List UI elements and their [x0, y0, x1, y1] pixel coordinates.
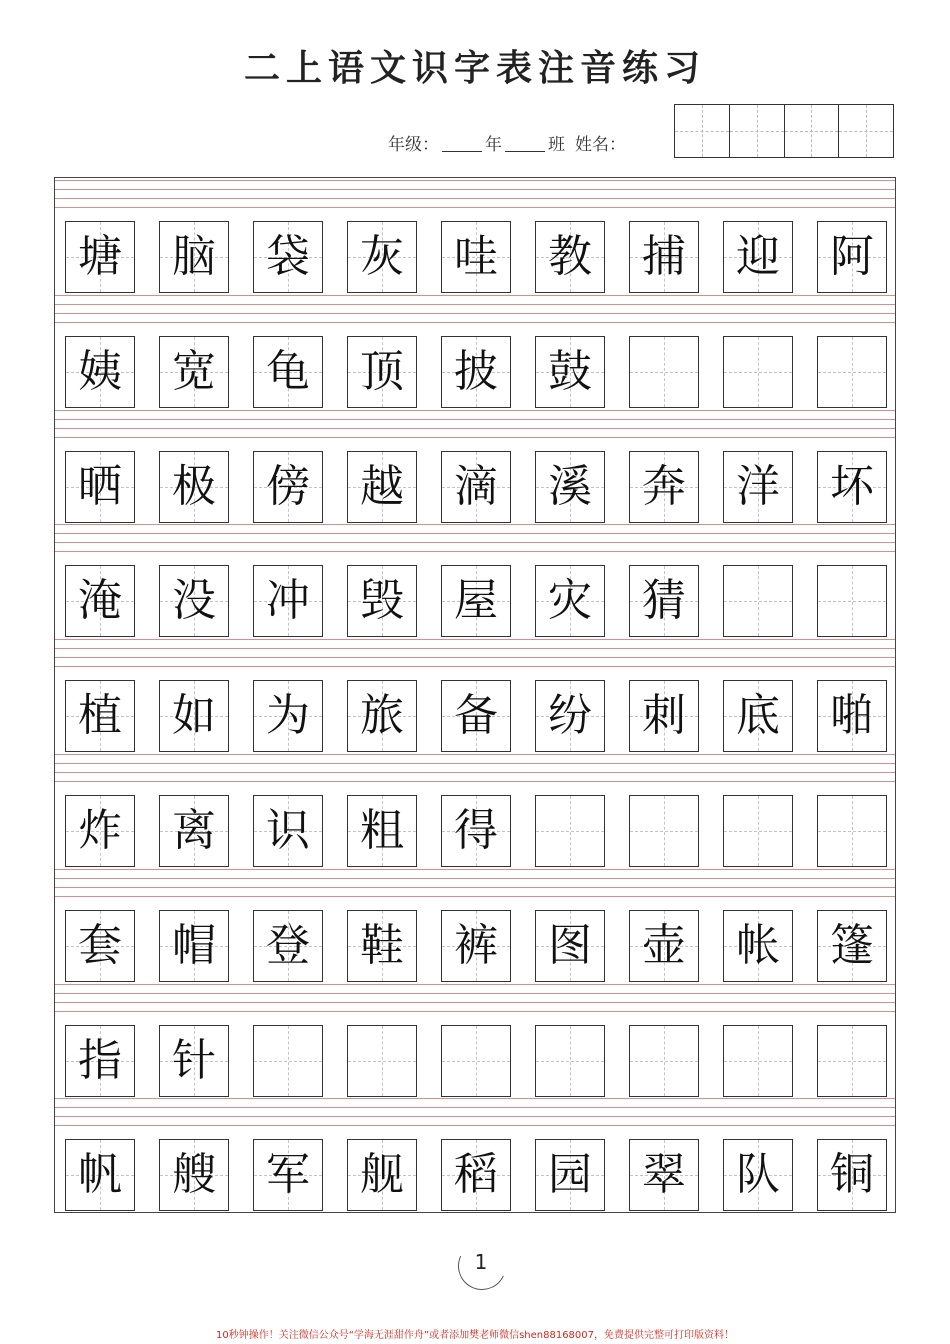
pinyin-lines[interactable]: [55, 410, 895, 450]
char-cell[interactable]: [253, 451, 323, 523]
hanzi: 鞋: [360, 919, 404, 971]
char-cell[interactable]: [441, 1139, 511, 1211]
char-cell[interactable]: [441, 565, 511, 637]
empty-cell[interactable]: [723, 1025, 793, 1097]
char-cell[interactable]: [159, 451, 229, 523]
char-cell[interactable]: [629, 565, 699, 637]
hanzi: 塘: [78, 231, 122, 282]
char-cell[interactable]: [159, 680, 229, 752]
char-cell[interactable]: [629, 451, 699, 523]
char-cell[interactable]: [253, 910, 323, 982]
char-cell[interactable]: [65, 336, 135, 408]
pinyin-lines[interactable]: [55, 524, 895, 564]
hanzi: 裤: [454, 919, 498, 971]
char-cell[interactable]: [65, 565, 135, 637]
hanzi: 园: [548, 1149, 592, 1201]
empty-cell[interactable]: [723, 336, 793, 408]
hanzi: 壶: [642, 919, 686, 971]
hanzi: 帽: [172, 919, 216, 971]
student-info: [388, 130, 626, 154]
empty-cell[interactable]: [817, 565, 887, 637]
char-cell[interactable]: [347, 680, 417, 752]
char-cell[interactable]: [723, 910, 793, 982]
char-cell[interactable]: [441, 795, 511, 867]
pinyin-lines[interactable]: [55, 869, 895, 909]
char-cell[interactable]: [817, 451, 887, 523]
char-cell[interactable]: [65, 795, 135, 867]
pinyin-lines[interactable]: [55, 984, 895, 1024]
char-cell[interactable]: [347, 221, 417, 293]
char-cell[interactable]: [159, 910, 229, 982]
name-box[interactable]: [730, 105, 785, 157]
hanzi: 指: [78, 1034, 122, 1086]
char-cell[interactable]: [817, 680, 887, 752]
char-cell[interactable]: [253, 565, 323, 637]
hanzi: 啪: [830, 690, 874, 742]
pinyin-lines[interactable]: [55, 180, 895, 220]
char-row: [65, 565, 887, 637]
char-row: [65, 680, 887, 752]
char-cell[interactable]: [723, 451, 793, 523]
char-cell[interactable]: [159, 1139, 229, 1211]
hanzi: 捕: [642, 231, 686, 282]
name-label: 姓名：: [575, 134, 626, 155]
char-cell[interactable]: [723, 1139, 793, 1211]
char-cell[interactable]: [535, 910, 605, 982]
char-cell[interactable]: [65, 1025, 135, 1097]
char-cell[interactable]: [65, 1139, 135, 1211]
char-cell[interactable]: [253, 680, 323, 752]
hanzi: 冲: [266, 575, 310, 627]
hanzi: 帆: [78, 1149, 122, 1201]
char-cell[interactable]: [159, 221, 229, 293]
char-cell[interactable]: [441, 451, 511, 523]
empty-cell[interactable]: [535, 795, 605, 867]
hanzi: 淹: [78, 575, 122, 627]
char-cell[interactable]: [347, 451, 417, 523]
hanzi: 艘: [172, 1149, 216, 1201]
char-cell[interactable]: [159, 565, 229, 637]
hanzi: 越: [360, 460, 404, 512]
hanzi: 披: [454, 345, 498, 397]
char-cell[interactable]: [253, 336, 323, 408]
char-cell[interactable]: [159, 336, 229, 408]
hanzi: 队: [736, 1149, 780, 1201]
char-cell[interactable]: [535, 680, 605, 752]
char-cell[interactable]: [347, 336, 417, 408]
hanzi: 铜: [830, 1149, 874, 1201]
char-cell[interactable]: [65, 451, 135, 523]
char-cell[interactable]: [817, 221, 887, 293]
hanzi: 旅: [360, 690, 404, 742]
hanzi: 姨: [78, 345, 122, 397]
char-cell[interactable]: [629, 221, 699, 293]
char-cell[interactable]: [347, 910, 417, 982]
hanzi: 阿: [830, 231, 874, 282]
hanzi: 植: [78, 690, 122, 742]
char-cell[interactable]: [817, 1139, 887, 1211]
char-cell[interactable]: [441, 336, 511, 408]
name-box[interactable]: [839, 105, 893, 157]
empty-cell[interactable]: [253, 1025, 323, 1097]
empty-cell[interactable]: [723, 795, 793, 867]
page-title: 二上语文识字表注音练习: [243, 47, 706, 89]
char-cell[interactable]: [535, 1139, 605, 1211]
char-cell[interactable]: [253, 795, 323, 867]
pinyin-lines[interactable]: [55, 754, 895, 794]
hanzi: 套: [78, 919, 122, 971]
char-cell[interactable]: [65, 910, 135, 982]
footer-note: 10秒钟操作！关注微信公众号“学海无涯甜作舟”或者添加樊老师微信shen88168007，免费提供完整可打印版资料！: [215, 1330, 735, 1341]
hanzi: 登: [266, 919, 310, 971]
hanzi: 晒: [78, 460, 122, 512]
empty-cell[interactable]: [629, 795, 699, 867]
hanzi: 宽: [172, 345, 216, 397]
char-cell[interactable]: [535, 451, 605, 523]
char-cell[interactable]: [347, 565, 417, 637]
empty-cell[interactable]: [347, 1025, 417, 1097]
char-cell[interactable]: [723, 680, 793, 752]
hanzi: 纷: [548, 690, 592, 742]
hanzi: 坏: [830, 460, 874, 512]
hanzi: 舰: [360, 1149, 404, 1201]
char-cell[interactable]: [441, 910, 511, 982]
char-cell[interactable]: [159, 1025, 229, 1097]
hanzi: 洋: [736, 460, 780, 512]
practice-sheet: [54, 177, 896, 1213]
hanzi: 顶: [360, 345, 404, 397]
hanzi: 军: [266, 1149, 310, 1201]
hanzi: 没: [172, 575, 216, 627]
hanzi: 得: [454, 805, 498, 856]
empty-cell[interactable]: [535, 1025, 605, 1097]
char-cell[interactable]: [65, 221, 135, 293]
hanzi: 极: [172, 460, 216, 512]
hanzi: 鼓: [548, 345, 592, 397]
hanzi: 龟: [266, 345, 310, 397]
char-cell[interactable]: [629, 910, 699, 982]
pinyin-lines[interactable]: [55, 639, 895, 679]
grade-label: 年级：: [388, 134, 439, 155]
hanzi: 滴: [454, 460, 498, 512]
char-row: [65, 795, 887, 867]
hanzi: 屋: [454, 575, 498, 627]
char-cell[interactable]: [253, 221, 323, 293]
char-cell[interactable]: [347, 795, 417, 867]
hanzi: 帐: [736, 919, 780, 971]
char-cell[interactable]: [441, 680, 511, 752]
hanzi: 教: [548, 231, 592, 282]
hanzi: 迎: [736, 231, 780, 282]
hanzi: 猜: [642, 575, 686, 627]
hanzi: 袋: [266, 231, 310, 282]
empty-cell[interactable]: [629, 1025, 699, 1097]
pinyin-lines[interactable]: [55, 295, 895, 335]
empty-cell[interactable]: [817, 795, 887, 867]
char-cell[interactable]: [535, 336, 605, 408]
char-row: [65, 1139, 887, 1211]
class-label: 班: [548, 134, 565, 155]
char-cell[interactable]: [629, 1139, 699, 1211]
hanzi: 针: [172, 1034, 216, 1086]
hanzi: 刺: [642, 690, 686, 742]
char-row: [65, 1025, 887, 1097]
hanzi: 毁: [360, 575, 404, 627]
pinyin-lines[interactable]: [55, 1098, 895, 1138]
hanzi: 奔: [642, 460, 686, 512]
char-cell[interactable]: [65, 680, 135, 752]
hanzi: 离: [172, 805, 216, 856]
hanzi: 溪: [548, 460, 592, 512]
empty-cell[interactable]: [441, 1025, 511, 1097]
hanzi: 稻: [454, 1149, 498, 1201]
hanzi: 灾: [548, 575, 592, 627]
char-cell[interactable]: [723, 221, 793, 293]
name-box[interactable]: [785, 105, 840, 157]
grade-blank[interactable]: [442, 133, 482, 152]
hanzi: 翠: [642, 1149, 686, 1201]
year-label: 年: [485, 134, 502, 155]
char-cell[interactable]: [347, 1139, 417, 1211]
hanzi: 灰: [360, 231, 404, 282]
empty-cell[interactable]: [629, 336, 699, 408]
char-cell[interactable]: [441, 221, 511, 293]
hanzi: 傍: [266, 460, 310, 512]
empty-cell[interactable]: [817, 1025, 887, 1097]
empty-cell[interactable]: [723, 565, 793, 637]
class-blank[interactable]: [505, 133, 545, 152]
hanzi: 篷: [830, 919, 874, 971]
char-row: [65, 451, 887, 523]
char-cell[interactable]: [629, 680, 699, 752]
char-cell[interactable]: [817, 910, 887, 982]
hanzi: 图: [548, 919, 592, 971]
hanzi: 备: [454, 690, 498, 742]
char-cell[interactable]: [159, 795, 229, 867]
char-row: [65, 221, 887, 293]
name-box[interactable]: [675, 105, 730, 157]
hanzi: 哇: [454, 231, 498, 282]
empty-cell[interactable]: [817, 336, 887, 408]
hanzi: 为: [266, 690, 310, 742]
hanzi: 底: [736, 690, 780, 742]
name-boxes[interactable]: [674, 104, 894, 158]
char-row: [65, 910, 887, 982]
char-row: [65, 336, 887, 408]
char-cell[interactable]: [253, 1139, 323, 1211]
char-cell[interactable]: [535, 565, 605, 637]
hanzi: 识: [266, 805, 310, 856]
hanzi: 炸: [78, 805, 122, 856]
hanzi: 粗: [360, 805, 404, 856]
page-number: 1: [474, 1250, 488, 1274]
hanzi: 如: [172, 690, 216, 742]
hanzi: 脑: [172, 231, 216, 282]
char-cell[interactable]: [535, 221, 605, 293]
